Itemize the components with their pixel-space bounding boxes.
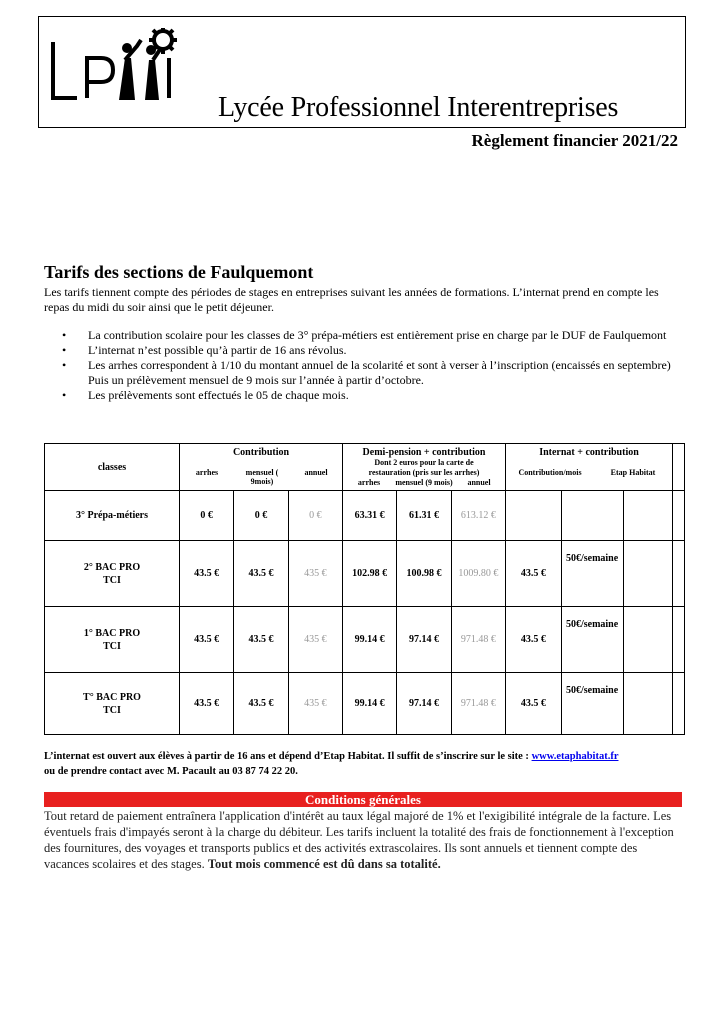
table-row xyxy=(45,491,685,541)
cell-contrib-annuel: 435 € xyxy=(288,607,342,673)
cell-contrib-annuel: 0 € xyxy=(288,491,342,541)
cell-internat-etap: 50€/semaine xyxy=(561,607,623,673)
subheader-mensuel: mensuel ( 9mois) xyxy=(245,468,279,486)
cell-internat-etap: 50€/semaine xyxy=(561,541,623,607)
section-intro: Les tarifs tiennent compte des périodes de stages en entreprises suivant les années de formations. L’internat prend en compte les repas du midi du soir ainsi que le petit déjeuner. xyxy=(44,285,659,314)
subheader-contrib-mois: Contribution/mois xyxy=(518,468,582,477)
conditions-text: Tout retard de paiement entraînera l'application d'intérêt au taux légal majoré de 1% et l'exigibilité intégrale de la facture. Les éventuels frais d'impayés seront à la charge du débiteur. Les tarifs incluent la totalité des frais de fonctionnement à l'exception des fournitures, des voyages et transports publics et des activités extrascolaires. Ils sont annuels et tiennent compte des vacances scolaires et des stages. Tout mois commencé est dû dans sa totalité. xyxy=(44,809,674,871)
table-header-row xyxy=(45,444,685,491)
table-row xyxy=(45,607,685,673)
header-classes: classes xyxy=(45,444,180,491)
subheader-annuel: annuel xyxy=(304,468,328,477)
cell-internat-contrib: 43.5 € xyxy=(506,541,562,607)
school-name: Lycée Professionnel Interentreprises xyxy=(218,92,619,123)
cell-contrib-annuel: 435 € xyxy=(288,673,342,735)
bullet-list xyxy=(44,328,694,403)
subheader-demi-annuel: annuel xyxy=(467,478,491,487)
row-class-label: T° BAC PRO TCI xyxy=(45,673,180,735)
subheader-arrhes: arrhes xyxy=(195,468,219,477)
cell-internat-contrib: 43.5 € xyxy=(506,673,562,735)
cell-contrib-mensuel: 43.5 € xyxy=(234,541,288,607)
cell-contrib-arrhes: 0 € xyxy=(180,491,234,541)
bullet-icon: • xyxy=(62,388,67,402)
table-row xyxy=(45,541,685,607)
etaphabitat-link[interactable]: www.etaphabitat.fr xyxy=(531,751,619,762)
subheader-etap-habitat: Etap Habitat xyxy=(610,468,656,477)
subheader-demi-mensuel: mensuel (9 mois) xyxy=(395,478,453,487)
cell-internat-contrib: 43.5 € xyxy=(506,607,562,673)
cell-contrib-arrhes: 43.5 € xyxy=(180,673,234,735)
cell-internat-contrib xyxy=(506,491,562,541)
bullet-item: • L’internat n’est possible qu’à partir de 16 ans révolus. xyxy=(62,343,347,357)
cell-internat-etap: 50€/semaine xyxy=(561,673,623,735)
bullet-item: • Les arrhes correspondent à 1/10 du montant annuel de la scolarité et sont à verser à l’inscription (encaissés en septembre) Puis un prélèvement mensuel de 9 mois sur l’année à partir d’octobre. xyxy=(62,358,671,387)
tariffs-table xyxy=(44,443,685,735)
cell-demi-arrhes: 102.98 € xyxy=(343,541,397,607)
subheader-demi-arrhes: arrhes xyxy=(357,478,381,487)
cell-demi-mensuel: 100.98 € xyxy=(397,541,451,607)
cell-demi-annuel: 971.48 € xyxy=(451,607,505,673)
row-class-label: 1° BAC PRO TCI xyxy=(45,607,180,673)
cell-demi-annuel: 613.12 € xyxy=(451,491,505,541)
cell-contrib-annuel: 435 € xyxy=(288,541,342,607)
document-subtitle: Règlement financier 2021/22 xyxy=(471,131,678,150)
bullet-item: • La contribution scolaire pour les classes de 3° prépa-métiers est entièrement prise en charge par le DUF de Faulquemont xyxy=(62,328,667,342)
cell-contrib-mensuel: 43.5 € xyxy=(234,607,288,673)
row-class-label: 2° BAC PRO TCI xyxy=(45,541,180,607)
header-internat-group: Internat + contribution Contribution/mois Etap Habitat xyxy=(506,444,673,491)
section-title: Tarifs des sections de Faulquemont xyxy=(44,262,314,282)
cell-demi-arrhes: 99.14 € xyxy=(343,673,397,735)
cell-demi-annuel: 1009.80 € xyxy=(451,541,505,607)
bullet-item: • Les prélèvements sont effectués le 05 de chaque mois. xyxy=(62,388,349,402)
internat-note: L’internat est ouvert aux élèves à partir de 16 ans et dépend d’Etap Habitat. Il suffit de s’inscrire sur le site : www.etaphabitat.fr ou de prendre contact avec M. Pacault au 03 87 74 22 20. xyxy=(44,751,619,777)
header-demi-pension-group: Demi-pension + contribution Dont 2 euros pour la carte de restauration (pris sur les arrhes) arrhes mensuel (9 mois) annuel xyxy=(343,444,506,491)
row-class-label: 3° Prépa-métiers xyxy=(45,491,180,541)
table-row xyxy=(45,673,685,735)
bullet-icon: • xyxy=(62,358,67,372)
cell-demi-mensuel: 97.14 € xyxy=(397,673,451,735)
bullet-icon: • xyxy=(62,328,67,342)
cell-internat-etap xyxy=(561,491,623,541)
cell-demi-arrhes: 99.14 € xyxy=(343,607,397,673)
conditions-title-bar: Conditions générales xyxy=(44,792,682,807)
cell-contrib-arrhes: 43.5 € xyxy=(180,607,234,673)
cell-demi-arrhes: 63.31 € xyxy=(343,491,397,541)
cell-contrib-arrhes: 43.5 € xyxy=(180,541,234,607)
demi-pension-note: Dont 2 euros pour la carte de restauration (pris sur les arrhes) xyxy=(368,458,480,477)
cell-demi-mensuel: 97.14 € xyxy=(397,607,451,673)
school-logo xyxy=(49,28,189,104)
header-contribution-group: Contribution arrhes mensuel ( 9mois) annuel xyxy=(180,444,343,491)
cell-contrib-mensuel: 0 € xyxy=(234,491,288,541)
cell-demi-annuel: 971.48 € xyxy=(451,673,505,735)
cell-contrib-mensuel: 43.5 € xyxy=(234,673,288,735)
bullet-icon: • xyxy=(62,343,67,357)
cell-demi-mensuel: 61.31 € xyxy=(397,491,451,541)
